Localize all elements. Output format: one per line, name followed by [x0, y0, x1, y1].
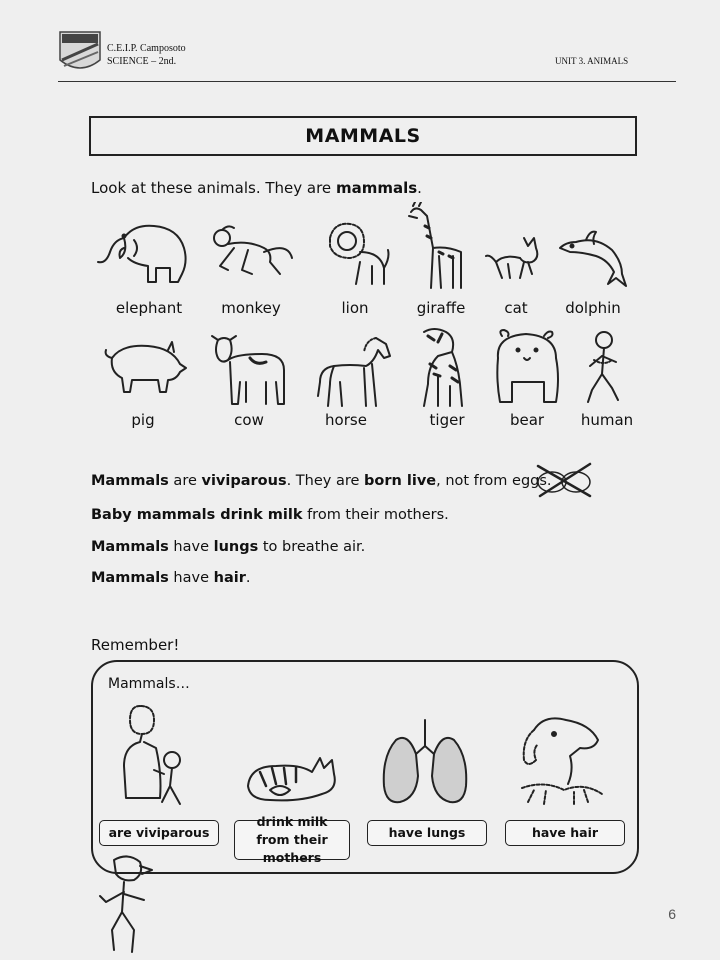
animal-label: monkey [221, 299, 281, 317]
lungs-label: have lungs [367, 820, 487, 846]
animal-label: pig [131, 411, 155, 429]
fact-line: Baby mammals drink milk from their mothers. [91, 507, 449, 523]
tiger-icon [414, 326, 472, 408]
cartoon-boy-icon [94, 852, 160, 956]
animal-label: lion [341, 299, 369, 317]
remember-box-title: Mammals… [108, 676, 190, 692]
human-icon [584, 330, 624, 406]
pig-icon [102, 338, 188, 396]
viviparous-label: are viviparous [99, 820, 219, 846]
dolphin-icon [556, 228, 628, 290]
animal-label: tiger [429, 411, 465, 429]
page-title: MAMMALS [89, 116, 637, 156]
animal-label: cow [234, 411, 264, 429]
drink-milk-label: drink milk from their mothers [234, 820, 350, 860]
school-name: C.E.I.P. Camposoto SCIENCE – 2nd. [107, 43, 186, 67]
school-logo-icon [58, 30, 102, 76]
unit-label: UNIT 3. ANIMALS [555, 56, 629, 66]
horse-icon [314, 334, 394, 408]
nursing-kitten-icon [240, 746, 344, 806]
lion-icon [320, 218, 392, 288]
lungs-icon [378, 716, 472, 808]
elephant-icon [94, 218, 192, 286]
fact-line: Mammals have lungs to breathe air. [91, 539, 366, 555]
remember-heading: Remember! [91, 636, 180, 654]
animal-label: cat [504, 299, 528, 317]
fact-line: Mammals are viviparous. They are born live, not from eggs. [91, 473, 552, 489]
cow-icon [206, 330, 290, 408]
giraffe-icon [403, 202, 467, 290]
mother-child-icon [110, 700, 200, 810]
fact-line: Mammals have hair. [91, 570, 251, 586]
monkey-icon [208, 222, 298, 278]
animal-label: giraffe [416, 299, 466, 317]
cat-icon [484, 234, 546, 282]
animal-label: human [580, 411, 634, 429]
hairy-dog-icon [514, 710, 606, 810]
animal-label: horse [325, 411, 367, 429]
animal-label: dolphin [565, 299, 621, 317]
page-number: 6 [668, 906, 676, 922]
hair-label: have hair [505, 820, 625, 846]
animal-label: elephant [115, 299, 183, 317]
crossed-eggs-icon [532, 460, 598, 500]
header-divider [58, 81, 676, 82]
bear-icon [490, 328, 564, 406]
intro-text: Look at these animals. They are mammals. [91, 179, 422, 197]
animal-label: bear [509, 411, 545, 429]
